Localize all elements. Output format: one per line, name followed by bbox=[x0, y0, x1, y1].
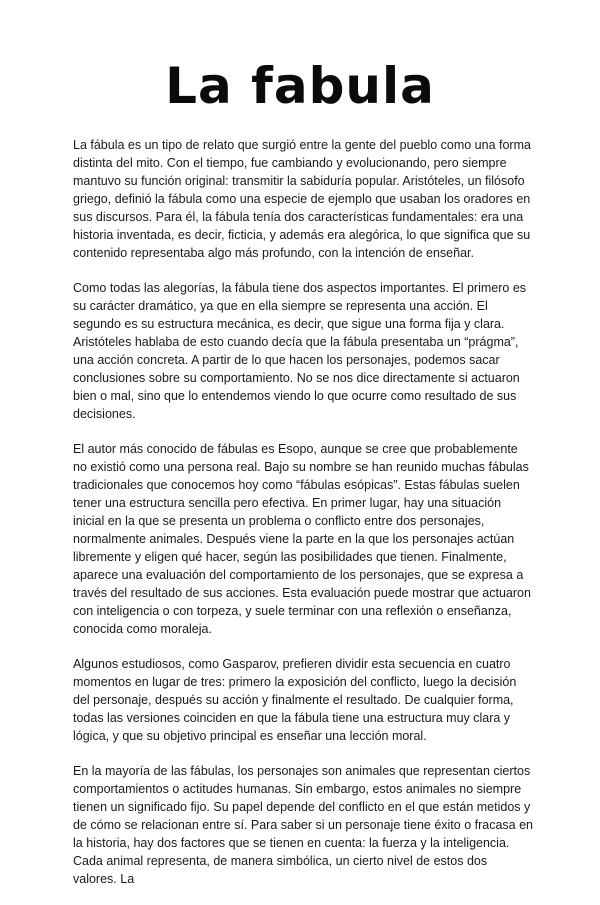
paragraph-2: Como todas las alegorías, la fábula tiene dos aspectos importantes. El primero es su carácter dramático, ya que en ella siempre se representa una acción. El segundo es su estructura mecánica, es decir, que sigue una forma fija y clara. Aristóteles hablaba de esto cuando decía que la fábula presentaba un “prágma”, una acción concreta. A partir de lo que hacen los personajes, podemos sacar conclusiones sobre su comportamiento. No se nos dice directamente si actuaron bien o mal, sino que lo entendemos viendo lo que ocurre como resultado de sus decisiones. bbox=[73, 281, 527, 421]
document-title: La fabula bbox=[165, 57, 435, 115]
paragraph-1: La fábula es un tipo de relato que surgió entre la gente del pueblo como una forma distinta del mito. Con el tiempo, fue cambiando y evolucionando, pero siempre mantuvo su función original: transmitir la sabiduría popular. Aristóteles, un filósofo griego, definió la fábula como una especie de ejemplo que usaban los oradores en sus discursos. Para él, la fábula tenía dos características fundamentales: era una historia inventada, es decir, ficticia, y además era alegórica, lo que significa que su contenido representaba algo más profundo, con la intención de enseñar. bbox=[73, 138, 531, 260]
document-body bbox=[73, 136, 533, 905]
paragraph-4: Algunos estudiosos, como Gasparov, prefieren dividir esta secuencia en cuatro momentos en lugar de tres: primero la exposición del conflicto, luego la decisión del personaje, después su acción y finalmente el resultado. De cualquier forma, todas las versiones coinciden en que la fábula tiene una estructura muy clara y lógica, y que su objetivo principal es enseñar una lección moral. bbox=[73, 657, 517, 743]
paragraph-3: El autor más conocido de fábulas es Esopo, aunque se cree que probablemente no existió como una persona real. Bajo su nombre se han reunido muchas fábulas tradicionales que conocemos hoy como “fábulas esópicas”. Estas fábulas suelen tener una estructura sencilla pero efectiva. En primer lugar, hay una situación inicial en la que se presenta un problema o conflicto entre dos personajes, normalmente animales. Después viene la parte en la que los personajes actúan libremente y eligen qué hacer, según las posibilidades que tienen. Finalmente, aparece una evaluación del comportamiento de los personajes, que se expresa a través del resultado de sus acciones. Esta evaluación puede mostrar que actuaron con inteligencia o con torpeza, y suele terminar con una reflexión o enseñanza, conocida como moraleja. bbox=[73, 442, 531, 636]
paragraph-5: En la mayoría de las fábulas, los personajes son animales que representan ciertos comportamientos o actitudes humanas. Sin embargo, estos animales no siempre tienen un significado fijo. Su papel depende del conflicto en el que están metidos y de cómo se relacionan entre sí. Para saber si un personaje tiene éxito o fracasa en la historia, hay dos factores que se tienen en cuenta: la fuerza y la inteligencia. Cada animal representa, de manera simbólica, un cierto nivel de estos dos valores. La bbox=[73, 764, 533, 886]
